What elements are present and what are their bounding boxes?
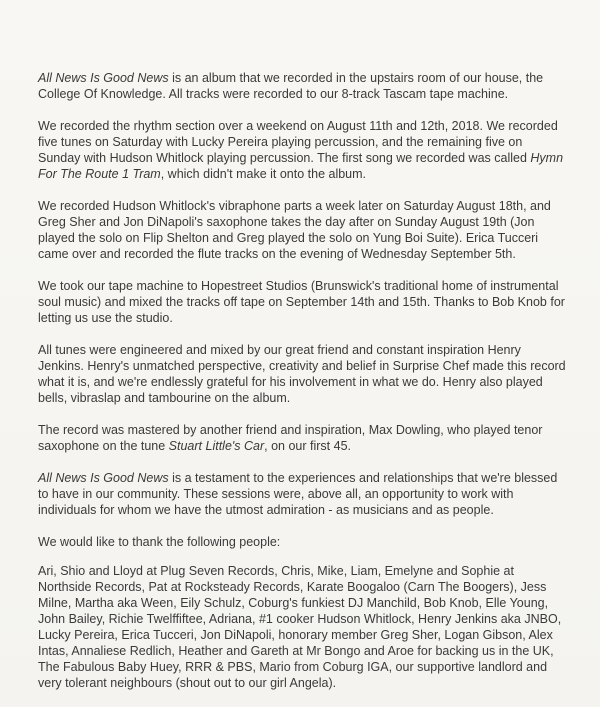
liner-notes-text [38,70,568,707]
intro-text: is an album that we recorded in the upstairs room of our house, the College Of Knowledge. All tracks were recorded to our 8-track Tascam tape machine. [38,71,544,101]
paragraph-mixing: We took our tape machine to Hopestreet Studios (Brunswick's traditional home of instrumental soul music) and mixed the tracks off tape on September 14th and 15th. Thanks to Bob Knob for letting us use the studio. [38,279,565,325]
album-title-2: All News Is Good News [38,471,169,485]
paragraph-testament [38,470,568,518]
mastering-text-start: The record was mastered by another friend and inspiration, Max Dowling, who played tenor saxophone on the tune [38,423,543,453]
album-title: All News Is Good News [38,71,169,85]
paragraph-intro [38,70,568,102]
paragraph-engineer: All tunes were engineered and mixed by our great friend and constant inspiration Henry Jenkins. Henry's unmatched perspective, creativity and belief in Surprise Chef made this record what it is, and we're endlessly grateful for his involvement in what we do. Henry also played bells, vibraslap and tambourine on the album. [38,343,566,405]
paragraph-thanks-heading: We would like to thank the following people: [38,535,281,549]
rhythm-text-end: , which didn't make it onto the album. [160,167,367,181]
paragraph-overdubs: We recorded Hudson Whitlock's vibraphone parts a week later on Saturday August 18th, and Greg Sher and Jon DiNapoli's saxophone takes the day after on Sunday August 19th (Jon played the solo on Flip Shelton and Greg played the solo on Yung Boi Suite). Erica Tucceri came over and recorded the flute tracks on the evening of Wednesday September 5th. [38,199,551,261]
paragraph-mastering [38,422,568,454]
paragraph-rhythm-section [38,118,568,182]
rhythm-text-start: We recorded the rhythm section over a weekend on August 11th and 12th, 2018. We recorded five tunes on Saturday with Lucky Pereira playing percussion, and the remaining five on Sunday with Hudson Whitlock playing percussion. The first song we recorded was called [38,119,558,165]
testament-text: is a testament to the experiences and relationships that we're blessed to have in our community. These sessions were, above all, an opportunity to work with individuals for whom we have the utmost admiration - as musicians and as people. [38,471,558,517]
first-song-title: Hymn For The Route 1 Tram [38,151,564,181]
mastering-text-end: , on our first 45. [264,439,352,453]
paragraph-thanks-list: Ari, Shio and Lloyd at Plug Seven Records, Chris, Mike, Liam, Emelyne and Sophie at Northside Records, Pat at Rocksteady Records, Karate Boogaloo (Carn The Boogers), Jess Milne, Martha aka Ween, Eily Schulz, Coburg's funkiest DJ Manchild, Bob Knob, Elle Young, John Bailey, Richie Twelffiftee, Adriana, #1 cooker Hudson Whitlock, Henry Jenkins aka JNBO, Lucky Pereira, Erica Tucceri, Jon DiNapoli, honorary member Greg Sher, Logan Gibson, Alex Intas, Annaliese Redlich, Heather and Gareth at Mr Bongo and Aroe for backing us in the UK, The Fabulous Baby Huey, RRR & PBS, Mario from Coburg IGA, our supportive landlord and very tolerant neighbours (shout out to our girl Angela). [38,564,562,690]
tune-title: Stuart Little's Car [168,439,265,453]
